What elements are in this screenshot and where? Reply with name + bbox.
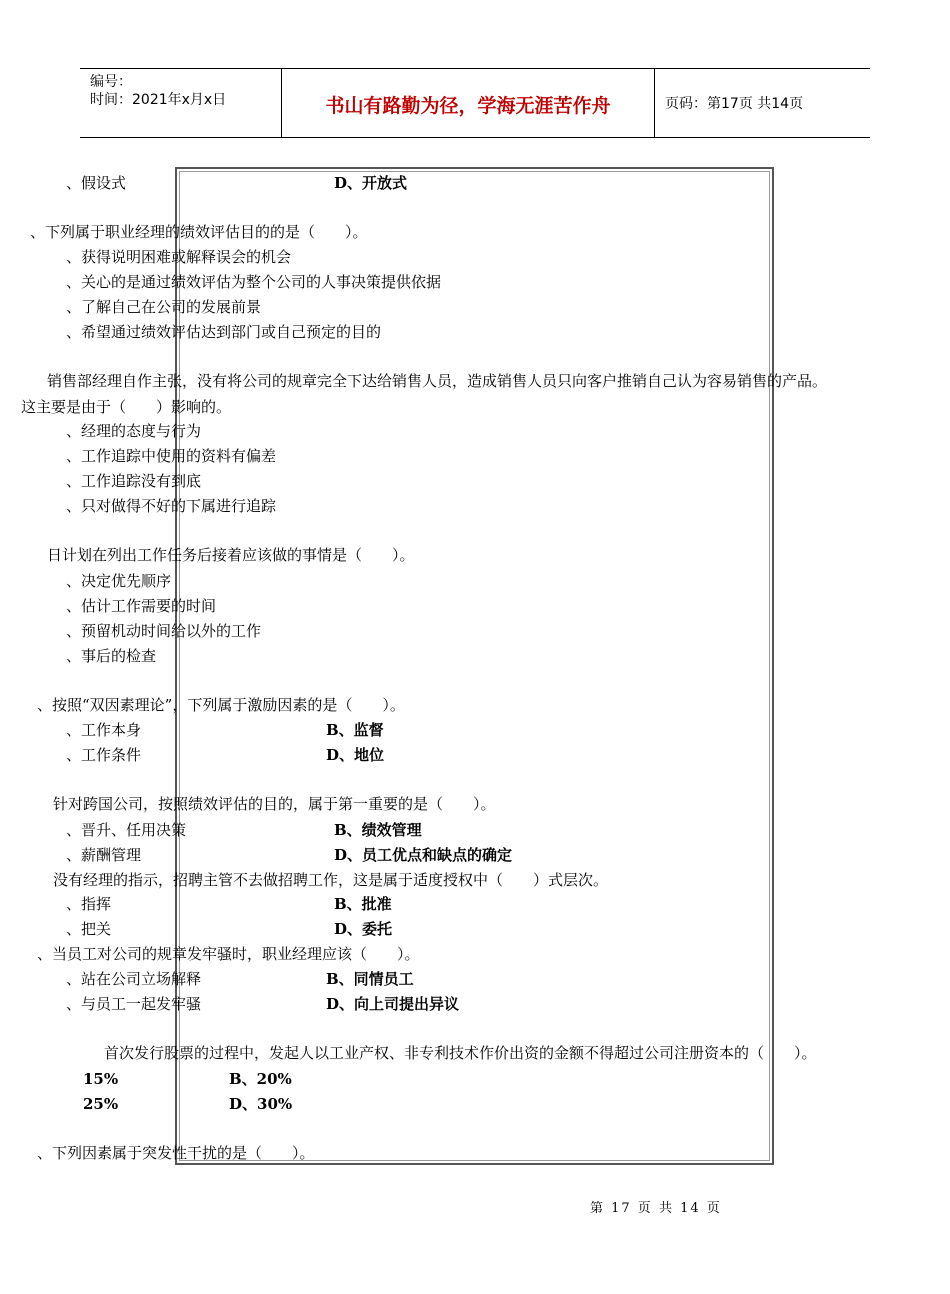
option-line: 、薪酬管理 xyxy=(66,846,142,864)
option-line: D、开放式 xyxy=(334,174,408,192)
option-line: 15% xyxy=(83,1070,119,1088)
option-line: B、20% xyxy=(229,1070,292,1088)
option-line: 、了解自己在公司的发展前景 xyxy=(66,298,262,316)
option-line: B、批准 xyxy=(334,895,392,913)
option-line: 、晋升、任用决策 xyxy=(66,821,187,839)
page-footer: 第 17 页 共 14 页 xyxy=(590,1201,722,1216)
option-line: 、工作条件 xyxy=(66,746,142,764)
option-line: 、假设式 xyxy=(66,174,127,192)
option-line: 、估计工作需要的时间 xyxy=(66,597,217,615)
option-line: 、决定优先顺序 xyxy=(66,572,172,590)
option-line: 、希望通过绩效评估达到部门或自己预定的目的 xyxy=(66,323,382,341)
option-line: 、事后的检查 xyxy=(66,647,157,665)
motto: 书山有路勤为径，学海无涯苦作舟 xyxy=(325,95,611,117)
option-line: 、与员工一起发牢骚 xyxy=(66,995,202,1013)
option-line: 、关心的是通过绩效评估为整个公司的人事决策提供依据 xyxy=(66,273,442,291)
header-meta-cell xyxy=(80,69,281,137)
option-line: D、员工优点和缺点的确定 xyxy=(334,846,513,864)
option-line: 、获得说明困难或解释误会的机会 xyxy=(66,248,292,266)
option-line: 、工作本身 xyxy=(66,721,142,739)
option-line: 、工作追踪没有到底 xyxy=(66,472,202,490)
option-line: B、监督 xyxy=(326,721,384,739)
option-line: 、把关 xyxy=(66,920,112,938)
question-line: 、下列属于职业经理的绩效评估目的的是（ ）。 xyxy=(30,223,368,241)
serial-label: 编号： xyxy=(90,74,132,90)
page-header xyxy=(80,68,870,138)
option-line: 、指挥 xyxy=(66,895,112,913)
question-line: 、当员工对公司的规章发牢骚时，职业经理应该（ ）。 xyxy=(37,945,420,963)
option-line: 25% xyxy=(83,1095,119,1113)
page-info: 页码：第17页 共14页 xyxy=(665,96,804,112)
option-line: 、预留机动时间给以外的工作 xyxy=(66,622,262,640)
question-line: 、下列因素属于突发性干扰的是（ ）。 xyxy=(37,1144,315,1162)
question-line: 日计划在列出工作任务后接着应该做的事情是（ ）。 xyxy=(47,546,415,564)
question-line: 、按照“双因素理论”，下列属于激励因素的是（ ）。 xyxy=(37,696,405,714)
option-line: D、30% xyxy=(229,1095,293,1113)
question-line: 没有经理的指示，招聘主管不去做招聘工作，这是属于适度授权中（ ）式层次。 xyxy=(53,871,609,889)
date-label: 时间：2021年x月x日 xyxy=(90,92,227,108)
option-line: 、经理的态度与行为 xyxy=(66,422,202,440)
question-line: 销售部经理自作主张，没有将公司的规章完全下达给销售人员，造成销售人员只向客户推销自己认为容易销售的产品。 xyxy=(47,372,828,390)
option-line: D、向上司提出异议 xyxy=(326,995,460,1013)
option-line: 、工作追踪中使用的资料有偏差 xyxy=(66,447,277,465)
option-line: B、同情员工 xyxy=(326,970,414,988)
header-motto-cell xyxy=(281,69,655,137)
content-frame xyxy=(175,167,774,1165)
header-page-cell xyxy=(655,69,870,137)
option-line: 、站在公司立场解释 xyxy=(66,970,202,988)
question-line: 首次发行股票的过程中，发起人以工业产权、非专利技术作价出资的金额不得超过公司注册资本的（ ）。 xyxy=(104,1044,817,1062)
option-line: B、绩效管理 xyxy=(334,821,422,839)
option-line: 、只对做得不好的下属进行追踪 xyxy=(66,497,277,515)
question-line: 针对跨国公司，按照绩效评估的目的，属于第一重要的是（ ）。 xyxy=(53,795,496,813)
option-line: D、委托 xyxy=(334,920,393,938)
option-line: D、地位 xyxy=(326,746,385,764)
question-line: 这主要是由于（ ）影响的。 xyxy=(21,398,232,416)
